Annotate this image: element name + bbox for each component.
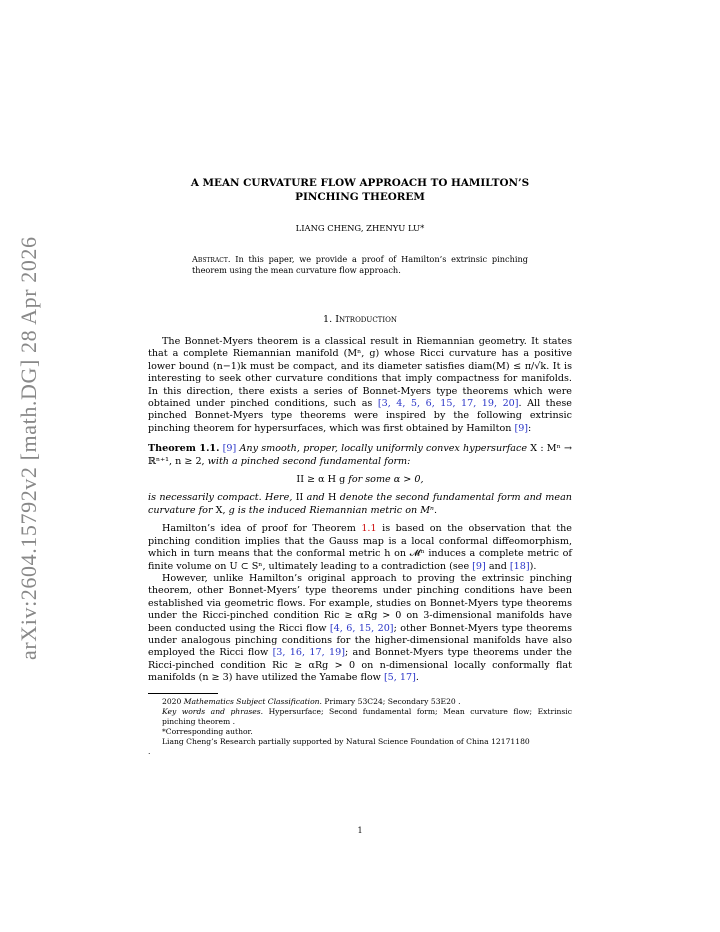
intro-paragraph-2 [148, 523, 572, 573]
text-run: and [485, 560, 510, 572]
text-run: : [528, 422, 532, 434]
text-run: Primary 53C24; Secondary 53E20 . [324, 696, 461, 706]
text-run: Mathematics Subject Classification. [183, 696, 322, 706]
text-run: However, unlike Hamilton’s original approach to proving the extrinsic pinching theorem, other Bonnet-Myers’ type theorems under pinching conditions have been established via geometric flows. For example, studies on Bonnet-Myers type theorems under the Ricci-pinched condition Ric ≥ αRg > 0 on 3-dimensional manifolds have been conducted using the Ricci flow [148, 572, 572, 634]
intro-paragraph-1 [148, 336, 572, 435]
text-run: is necessarily compact. Here, [148, 492, 293, 504]
intro-paragraph-3 [148, 573, 572, 685]
section-heading [148, 314, 572, 326]
equation-condition: for some α > 0, [348, 474, 424, 486]
text-run: . All these pinched Bonnet-Myers type theorems were inspired by the following extrinsic pinching theorem for hypersurfaces, which was first obtained by Hamilton [148, 398, 572, 434]
text-run: . [415, 672, 419, 684]
citation-link[interactable]: [18] [509, 560, 530, 572]
citation-link[interactable]: [9] [472, 560, 486, 572]
citation-link[interactable]: [4, 6, 15, 20] [329, 622, 394, 634]
theorem-text: Any smooth, proper, locally uniformly convex hypersurface [239, 443, 528, 455]
equation-lhs: II ≥ α H g [296, 474, 346, 486]
section-number: 1. [323, 313, 333, 325]
footnote-corresponding: *Corresponding author. [162, 726, 253, 736]
paper-page [148, 176, 572, 757]
footnote-keywords [148, 707, 572, 727]
theorem-1-1 [148, 443, 572, 468]
math-symbol: X, [215, 504, 226, 516]
paper-title-line-2: PINCHING THEOREM [295, 191, 425, 203]
text-run: is based on the observation that the pinching condition implies that the Gauss map is a local conformal diffeomorphism, which in turn means that the conformal metric h on 𝓜ⁿ induces a complete metric of finite volume on U ⊂ Sⁿ, ultimately leading to a contradiction (see [148, 523, 572, 572]
paper-title [148, 176, 572, 204]
text-run: ; other Bonnet-Myers type theorems under analogous pinching conditions for the higher-dimensional manifolds have also employed the Ricci flow [148, 622, 572, 659]
footnote-divider [148, 693, 218, 694]
paper-authors: LIANG CHENG, ZHENYU LU* [295, 223, 425, 233]
arxiv-identifier: arXiv:2604.15792v2 [math.DG] 28 Apr 2026 [16, 236, 41, 660]
paper-title-line-1: A MEAN CURVATURE FLOW APPROACH TO HAMILTON’S [190, 177, 530, 189]
theorem-reference-link[interactable]: 1.1 [361, 523, 377, 535]
abstract [192, 254, 528, 275]
text-run: and [306, 492, 325, 504]
citation-link[interactable]: [9] [514, 422, 529, 434]
text-run: Hypersurface; Second fundamental form; Mean curvature flow; Extrinsic pinching theorem . [162, 706, 572, 726]
text-run: denote the second fundamental form and mean curvature for [148, 492, 572, 516]
abstract-label: Abstract. [192, 254, 231, 265]
abstract-text: In this paper, we provide a proof of Hamilton’s extrinsic pinching theorem using the mean curvature flow approach. [192, 254, 528, 275]
footnote-msc [148, 697, 572, 707]
theorem-label: Theorem 1.1. [148, 443, 220, 455]
footnotes [148, 697, 572, 757]
text-run: 2020 [162, 696, 182, 706]
theorem-continuation [148, 492, 572, 517]
text-run: Key words and phrases. [162, 706, 264, 716]
section-title: Introduction [335, 313, 397, 325]
text-run: ; and Bonnet-Myers type theorems under the Ricci-pinched condition Ric ≥ αRg > 0 on n-dimensional locally conformally flat manifolds (n ≥ 3) have utilized the Yamabe flow [148, 647, 572, 684]
citation-link[interactable]: [3, 16, 17, 19] [272, 647, 345, 659]
footnote-dot: . [148, 746, 151, 756]
footnote-funding: Liang Cheng’s Research partially supported by Natural Science Foundation of China 12171180 [162, 736, 530, 746]
citation-link[interactable]: [5, 17] [383, 672, 416, 684]
math-symbol: H [328, 492, 337, 504]
text-run: The Bonnet-Myers theorem is a classical result in Riemannian geometry. It states that a complete Riemannian manifold (Mⁿ, g) whose Ricci curvature has a positive lower bound (n−1)k must be compact, and its diameter satisfies diam(M) ≤ π/√k. It is interesting to seek other curvature conditions that imply compactness for manifolds. In this direction, there exists a series of Bonnet-Myers type theorems which were obtained under pinched conditions, such as [148, 336, 572, 410]
text-run: g is the induced Riemannian metric on Mⁿ. [228, 504, 437, 516]
display-equation [148, 474, 572, 486]
theorem-text: with a pinched second fundamental form: [207, 455, 411, 467]
citation-link[interactable]: [3, 4, 5, 6, 15, 17, 19, 20] [377, 398, 519, 410]
math-symbol: II [295, 492, 304, 504]
text-run: Hamilton’s idea of proof for Theorem [162, 523, 362, 535]
text-run: ). [529, 560, 537, 572]
page-number: 1 [357, 826, 363, 835]
theorem-math: X : Mⁿ → ℝⁿ⁺¹, n ≥ 2, [148, 443, 572, 467]
citation-link[interactable]: [9] [222, 443, 237, 455]
